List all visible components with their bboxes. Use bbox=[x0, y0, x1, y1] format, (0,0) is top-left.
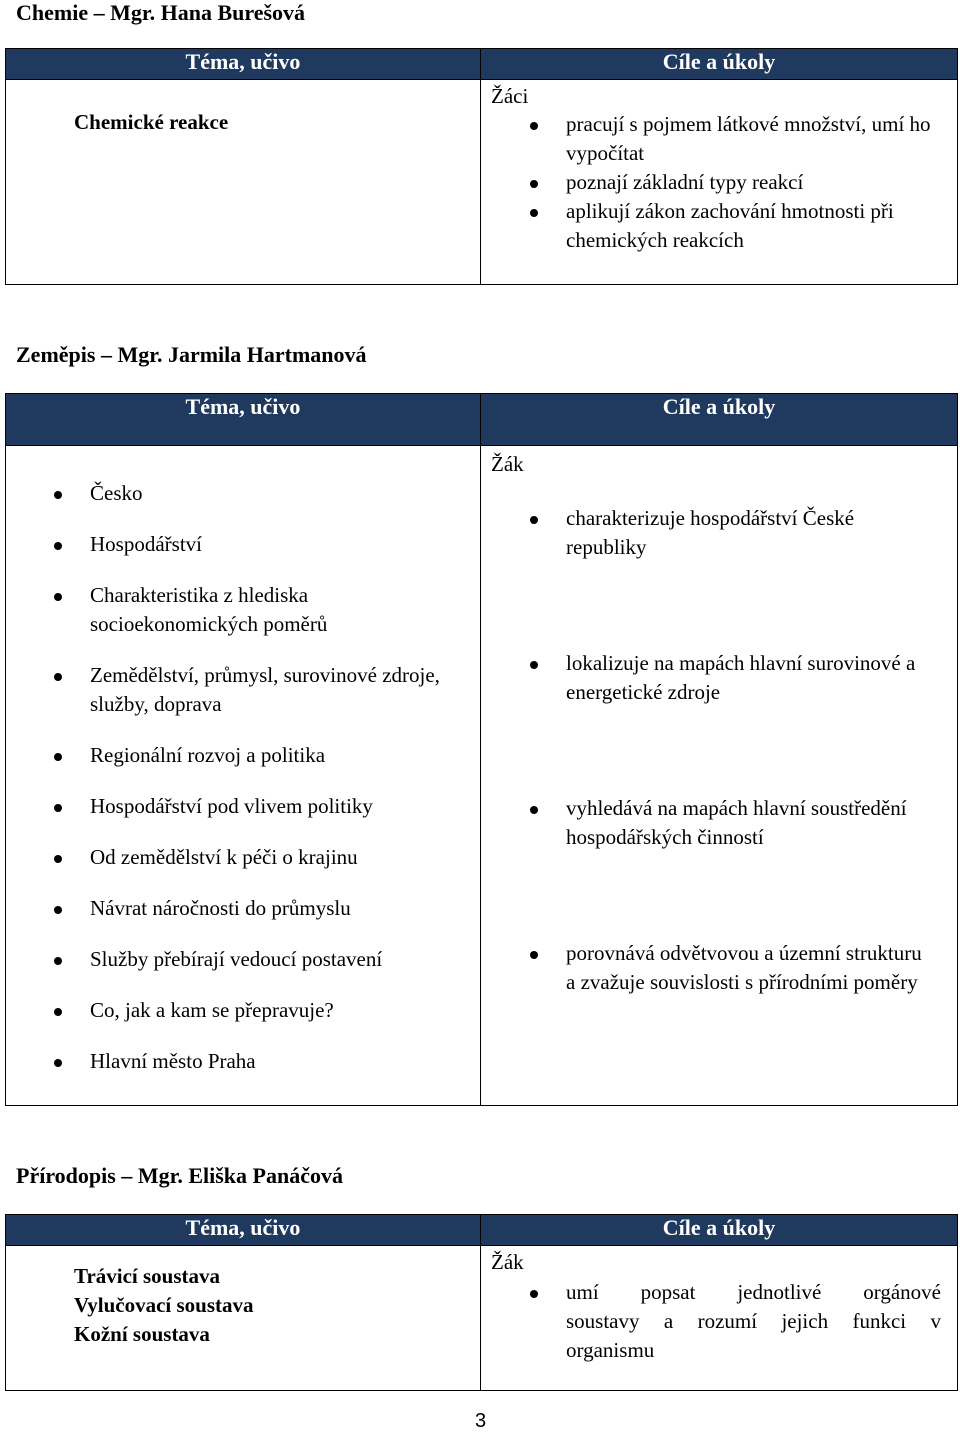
list-item: umí popsat jednotlivé orgánové soustavy a rozumí jejich funkci v organismu bbox=[566, 1278, 941, 1365]
zemepis-col-goals-header: Cíle a úkoly bbox=[481, 394, 958, 446]
prirodopis-topics bbox=[6, 1246, 480, 1349]
prirodopis-who: Žák bbox=[491, 1250, 524, 1274]
list-item: Hlavní město Praha bbox=[90, 1047, 460, 1076]
zemepis-goals-list bbox=[566, 504, 931, 997]
list-item: Vylučovací soustava bbox=[74, 1293, 254, 1317]
list-item: vyhledává na mapách hlavní soustředění hospodářských činností bbox=[566, 794, 931, 852]
prirodopis-table bbox=[5, 1214, 958, 1391]
list-item: Česko bbox=[90, 479, 460, 508]
list-item: Co, jak a kam se přepravuje? bbox=[90, 996, 460, 1025]
zemepis-goals-cell bbox=[481, 446, 958, 1106]
page-number: 3 bbox=[475, 1410, 487, 1432]
list-item: poznají základní typy reakcí bbox=[566, 168, 936, 197]
chemie-col-topic-header: Téma, učivo bbox=[6, 49, 481, 80]
prirodopis-topics-cell bbox=[6, 1246, 481, 1391]
list-item: Služby přebírají vedoucí postavení bbox=[90, 945, 460, 974]
zemepis-table bbox=[5, 393, 958, 1106]
prirodopis-col-topic-header: Téma, učivo bbox=[6, 1215, 481, 1246]
list-item: charakterizuje hospodářství České republiky bbox=[566, 504, 931, 562]
list-item: lokalizuje na mapách hlavní surovinové a energetické zdroje bbox=[566, 649, 931, 707]
list-item: Regionální rozvoj a politika bbox=[90, 741, 460, 770]
zemepis-topics-cell bbox=[6, 446, 481, 1106]
list-item: Od zemědělství k péči o krajinu bbox=[90, 843, 460, 872]
list-item: Návrat náročnosti do průmyslu bbox=[90, 894, 460, 923]
list-item: Hospodářství pod vlivem politiky bbox=[90, 792, 460, 821]
prirodopis-goals-list bbox=[566, 1278, 941, 1365]
zemepis-topics-list bbox=[90, 479, 460, 1076]
prirodopis-col-goals-header: Cíle a úkoly bbox=[481, 1215, 958, 1246]
list-item: pracují s pojmem látkové množství, umí ho vypočítat bbox=[566, 110, 936, 168]
zemepis-heading: Zeměpis – Mgr. Jarmila Hartmanová bbox=[16, 342, 367, 367]
list-item: aplikují zákon zachování hmotnosti při chemických reakcích bbox=[566, 197, 936, 255]
list-item: Zemědělství, průmysl, surovinové zdroje, služby, doprava bbox=[90, 661, 460, 719]
chemie-goals-cell bbox=[481, 80, 958, 285]
list-item: Charakteristika z hlediska socioekonomických poměrů bbox=[90, 581, 460, 639]
zemepis-who: Žák bbox=[491, 452, 524, 476]
list-item: Kožní soustava bbox=[74, 1322, 210, 1346]
chemie-table bbox=[5, 48, 958, 285]
chemie-col-goals-header: Cíle a úkoly bbox=[481, 49, 958, 80]
prirodopis-goals-cell bbox=[481, 1246, 958, 1391]
chemie-topic: Chemické reakce bbox=[74, 110, 229, 134]
list-item: Hospodářství bbox=[90, 530, 460, 559]
chemie-who: Žáci bbox=[491, 84, 529, 108]
list-item: Trávicí soustava bbox=[74, 1264, 221, 1288]
list-item: porovnává odvětvovou a územní strukturu a zvažuje souvislosti s přírodními poměry bbox=[566, 939, 931, 997]
chemie-heading: Chemie – Mgr. Hana Burešová bbox=[16, 0, 306, 25]
chemie-topic-cell bbox=[6, 80, 481, 285]
zemepis-col-topic-header: Téma, učivo bbox=[6, 394, 481, 446]
prirodopis-heading: Přírodopis – Mgr. Eliška Panáčová bbox=[16, 1163, 343, 1188]
chemie-goals-list bbox=[566, 110, 936, 255]
